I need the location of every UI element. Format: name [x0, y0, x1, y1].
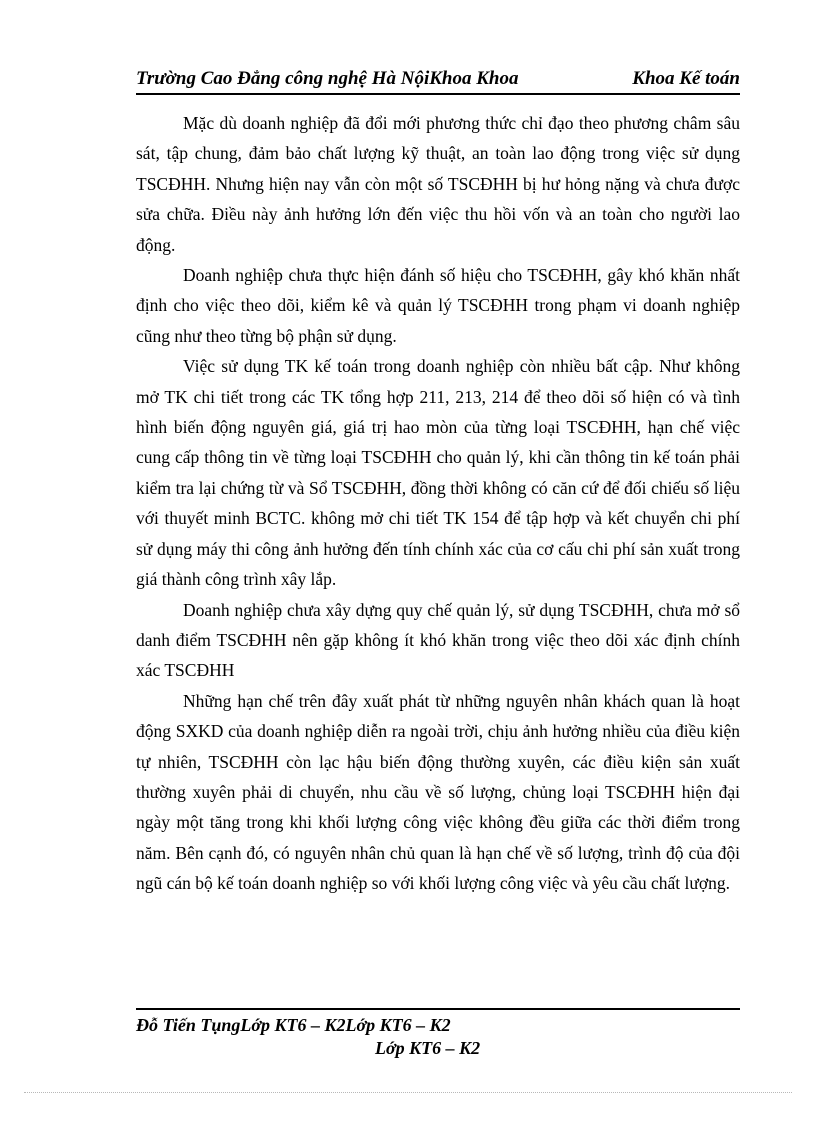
footer-class: Lớp KT6 – K2	[375, 1038, 481, 1058]
paragraph-4: Doanh nghiệp chưa xây dựng quy chế quản lý, sử dụng TSCĐHH, chưa mở sổ danh điểm TSCĐHH nên gặp không ít khó khăn trong việc theo dõi xác định chính xác TSCĐHH	[136, 599, 740, 681]
paragraph-1: Mặc dù doanh nghiệp đã đổi mới phương thức chỉ đạo theo phương châm sâu sát, tập chung, đảm bảo chất lượng kỹ thuật, an toàn lao động trong việc sử dụng TSCĐHH. Nhưng hiện nay vẫn còn một số TSCĐHH bị hư hỏng nặng và chưa được sửa chữa. Điều này ảnh hưởng lớn đến việc thu hồi vốn và an toàn cho người lao động.	[136, 113, 740, 255]
paragraph-5: Những hạn chế trên đây xuất phát từ những nguyên nhân khách quan là hoạt động SXKD của doanh nghiệp diễn ra ngoài trời, chịu ảnh hưởng nhiều của điều kiện tự nhiên, TSCĐHH còn lạc hậu biến động thường xuyên, các điều kiện sản xuất thường xuyên phải di chuyển, nhu cầu về số lượng, chủng loại TSCĐHH hiện đại ngày một tăng trong khi khối lượng công việc không đều giữa các thời điểm trong năm. Bên cạnh đó, có nguyên nhân chủ quan là hạn chế về số lượng, trình độ của đội ngũ cán bộ kế toán doanh nghiệp so với khối lượng công việc và yêu cầu chất lượng.	[136, 690, 740, 894]
footer-divider	[136, 1008, 740, 1010]
header-divider	[136, 93, 740, 95]
header-school-name: Trường Cao Đẳng công nghệ Hà NộiKhoa Khoa	[136, 68, 519, 89]
header-department: Khoa Kế toán	[632, 68, 740, 89]
paragraph-2: Doanh nghiệp chưa thực hiện đánh số hiệu cho TSCĐHH, gây khó khăn nhất định cho việc theo dõi, kiểm kê và quản lý TSCĐHH trong phạm vi doanh nghiệp cũng như theo từng bộ phận sử dụng.	[136, 265, 740, 346]
paragraph-3: Việc sử dụng TK kế toán trong doanh nghiệp còn nhiều bất cập. Như không mở TK chi tiết trong các TK tổng hợp 211, 213, 214 để theo dõi số hiện có và tình hình biến động nguyên giá, giá trị hao mòn của từng loại TSCĐHH, hạn chế việc cung cấp thông tin về từng loại TSCĐHH cho quản lý, khi cần thông tin kế toán phải kiểm tra lại chứng từ và Sổ TSCĐHH, đồng thời không có căn cứ để đối chiếu số liệu với thuyết minh BCTC. không mở chi tiết TK 154 để tập hợp và kết chuyển chi phí sử dụng máy thi công ảnh hưởng đến tính chính xác của cơ cấu chi phí sản xuất trong giá thành công trình xây lắp.	[136, 356, 740, 590]
document-body	[136, 108, 740, 899]
footer-author-class: Đỗ Tiến TụngLớp KT6 – K2Lớp KT6 – K2	[136, 1015, 451, 1035]
page-bottom-edge	[24, 1092, 792, 1093]
page-header	[136, 66, 740, 92]
